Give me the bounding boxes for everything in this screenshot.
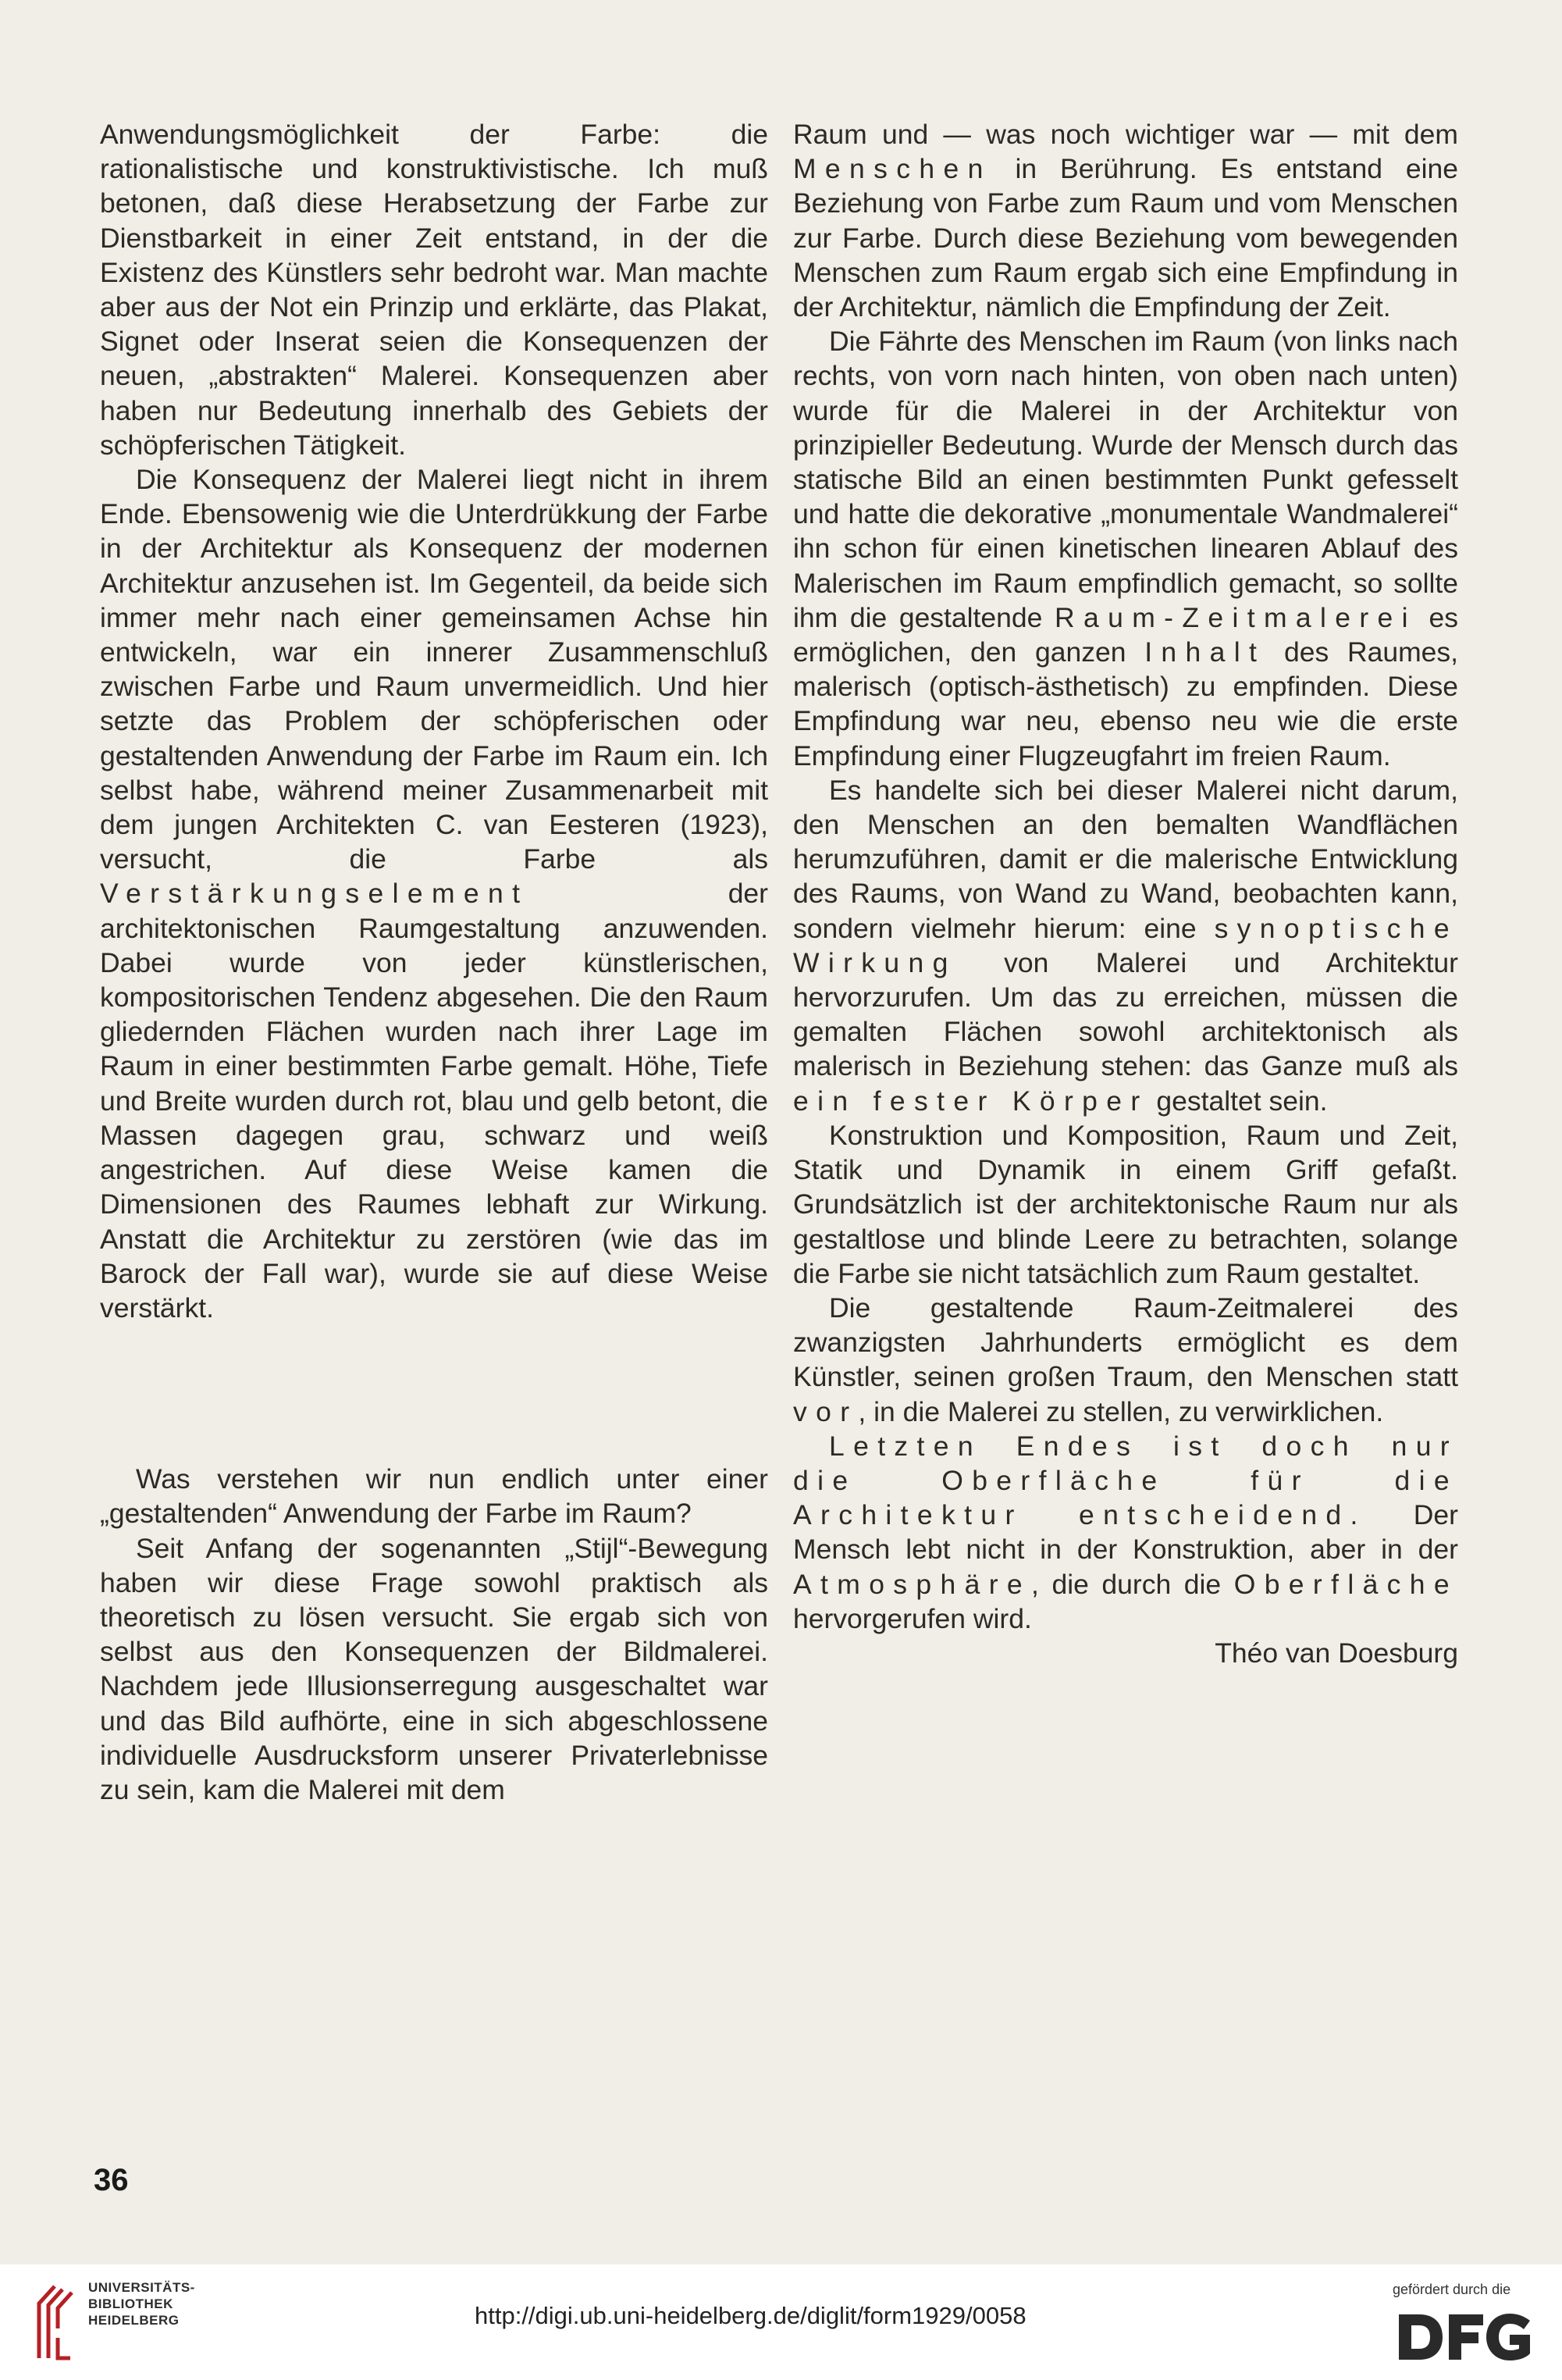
- spaced-emphasis-text: vor: [793, 1395, 859, 1427]
- text-run: , die durch die: [1031, 1568, 1234, 1600]
- paragraph: [793, 117, 1458, 324]
- author-signature: Théo van Doesburg: [1215, 1637, 1458, 1669]
- text-run: Raum und — was noch wichtiger war — mit dem: [793, 119, 1458, 150]
- text-run: Der Mensch lebt nicht in der Konstruktion, aber in der: [793, 1499, 1458, 1566]
- text-run: gestaltet sein.: [1148, 1085, 1328, 1117]
- spaced-emphasis-text: Inhalt: [1144, 636, 1266, 668]
- spaced-emphasis-text: Letzten Endes ist doch nur die Oberfläche für die Architektur entscheidend.: [793, 1430, 1458, 1531]
- spaced-emphasis-text: Oberfläche: [1233, 1568, 1458, 1600]
- library-name-line-3: HEIDELBERG: [88, 2313, 180, 2328]
- paragraph: [793, 1291, 1458, 1429]
- paragraph: [793, 773, 1458, 1118]
- paragraph: [100, 1462, 768, 1530]
- spaced-emphasis-text: Raum-Zeitmalerei: [1055, 601, 1417, 633]
- spaced-emphasis-text: Verstärkungselement: [100, 878, 529, 910]
- paragraph: [793, 1429, 1458, 1636]
- paragraph: [100, 117, 768, 462]
- text-run: Die Fährte des Menschen im Raum (von links nach rechts, von vorn nach hinten, von oben nach unten) wurde für die Malerei in der Architektur von prinzipieller Bedeutung. Wurde der Mensch durch das statische Bild an einen bestimmten Punkt gefesselt und hatte die dekorative „monumentale Wandmalerei“ ihn schon für einen kinetischen linearen Ablauf des Malerischen im Raum empfindlich gemacht, so sollte ihm die gestaltende: [793, 326, 1458, 633]
- text-run: , in die Malerei zu stellen, zu verwirklichen.: [858, 1395, 1384, 1427]
- paragraph: [100, 1531, 768, 1808]
- funding-note: gefördert durch die: [1393, 2282, 1511, 2297]
- text-run: von Malerei und Architektur hervorzurufen. Um das zu erreichen, müssen die gemalten Flächen sowohl architektonisch als malerisch in Beziehung stehen: das Ganze muß als: [793, 946, 1458, 1082]
- text-run: hervorgerufen wird.: [793, 1602, 1032, 1634]
- column-gap: [100, 1325, 768, 1462]
- spaced-emphasis-text: Menschen: [793, 153, 992, 185]
- library-name-line-1: UNIVERSITÄTS-: [88, 2280, 195, 2295]
- right-text-column: [793, 117, 1458, 1670]
- text-run: Konstruktion und Komposition, Raum und Zeit, Statik und Dynamik in einem Griff gefaßt. Grundsätzlich ist der architektonische Raum nur als gestaltlose und blinde Leere zu betrachten, solange die Farbe sie nicht tatsächlich zum Raum gestaltet.: [793, 1119, 1458, 1289]
- digitization-footer: [0, 2264, 1562, 2380]
- university-library-logo-icon: [31, 2282, 81, 2363]
- spaced-emphasis-text: Atmosphäre: [793, 1568, 1032, 1600]
- text-run: des Raumes, malerisch (optisch-ästhetisch) zu empfinden. Diese Empfindung war neu, ebenso neu wie die erste Empfindung einer Flugzeugfahrt im freien Raum.: [793, 636, 1459, 771]
- text-run: Die Konsequenz der Malerei liegt nicht in ihrem Ende. Ebensowenig wie die Unterdrükkung der Farbe in der Architektur als Konsequenz der modernen Architektur anzusehen ist. Im Gegenteil, da beide sich immer mehr nach einer gemeinsamen Achse hin entwickeln, war ein innerer Zusammenschluß zwischen Farbe und Raum unvermeidlich. Und hier setzte das Problem der schöpferischen oder gestaltenden Anwendung der Farbe im Raum ein. Ich selbst habe, während meiner Zusammenarbeit mit dem jungen Architekten C. van Eesteren (1923), versucht, die Farbe als: [100, 464, 768, 875]
- paragraph: [793, 1118, 1458, 1291]
- permalink-url[interactable]: http://digi.ub.uni-heidelberg.de/diglit/form1929/0058: [475, 2302, 1027, 2329]
- spaced-emphasis-text: ein fester Körper: [793, 1085, 1149, 1117]
- spaced-emphasis-text: synoptische Wirkung: [793, 912, 1458, 978]
- text-run: Die gestaltende Raum-Zeitmalerei des zwanzigsten Jahrhunderts ermöglicht es dem Künstler, seinen großen Traum, den Menschen statt: [793, 1292, 1458, 1393]
- left-text-column: [100, 117, 768, 1807]
- paragraph: [793, 324, 1458, 773]
- text-run: in Berührung. Es entstand eine Beziehung von Farbe zum Raum und vom Menschen zur Farbe. Durch diese Beziehung vom bewegenden Menschen zum Raum ergab sich eine Empfindung in der Architektur, nämlich die Empfindung der Zeit.: [793, 153, 1458, 323]
- library-name-line-2: BIBLIOTHEK: [88, 2296, 173, 2311]
- text-run: der architektonischen Raumgestaltung anzuwenden. Dabei wurde von jeder künstlerischen, kompositorischen Tendenz abgesehen. Die den Raum gliedernden Flächen wurden nach ihrer Lage im Raum in einer bestimmten Farbe gemalt. Höhe, Tiefe und Breite wurden durch rot, blau und gelb betont, die Massen dagegen grau, schwarz und weiß angestrichen. Auf diese Weise kamen die Dimensionen des Raumes lebhaft zur Wirkung. Anstatt die Architektur zu zerstören (wie das im Barock der Fall war), wurde sie auf diese Weise verstärkt.: [100, 878, 768, 1324]
- dfg-logo-icon: [1396, 2310, 1533, 2364]
- text-run: Seit Anfang der sogenannten „Stijl“-Bewegung haben wir diese Frage sowohl praktisch als theoretisch zu lösen versucht. Sie ergab sich von selbst aus den Konsequenzen der Bildmalerei. Nachdem jede Illusionserregung ausgeschaltet war und das Bild aufhörte, eine in sich abgeschlossene individuelle Ausdrucksform unserer Privaterlebnisse zu sein, kam die Malerei mit dem: [100, 1532, 768, 1805]
- paragraph: [100, 462, 768, 1325]
- text-run: Anwendungsmöglichkeit der Farbe: die rationalistische und konstruktivistische. Ich muß betonen, daß diese Herabsetzung der Farbe zur Dienstbarkeit in einer Zeit entstand, in der die Existenz des Künstlers sehr bedroht war. Man machte aber aus der Not ein Prinzip und erklärte, das Plakat, Signet oder Inserat seien die Konsequenzen der neuen, „abstrakten“ Malerei. Konsequenzen aber haben nur Bedeutung innerhalb des Gebiets der schöpferischen Tätigkeit.: [100, 119, 768, 461]
- text-run: Es handelte sich bei dieser Malerei nicht darum, den Menschen an den bemalten Wandflächen herumzuführen, damit er die malerische Entwicklung des Raums, von Wand zu Wand, beobachten kann, sondern vielmehr hierum: eine: [793, 774, 1458, 944]
- text-run: es ermöglichen, den ganzen: [793, 601, 1459, 668]
- text-run: Was verstehen wir nun endlich unter einer „gestaltenden“ Anwendung der Farbe im Raum?: [100, 1463, 768, 1530]
- page-number: 36: [94, 2163, 129, 2197]
